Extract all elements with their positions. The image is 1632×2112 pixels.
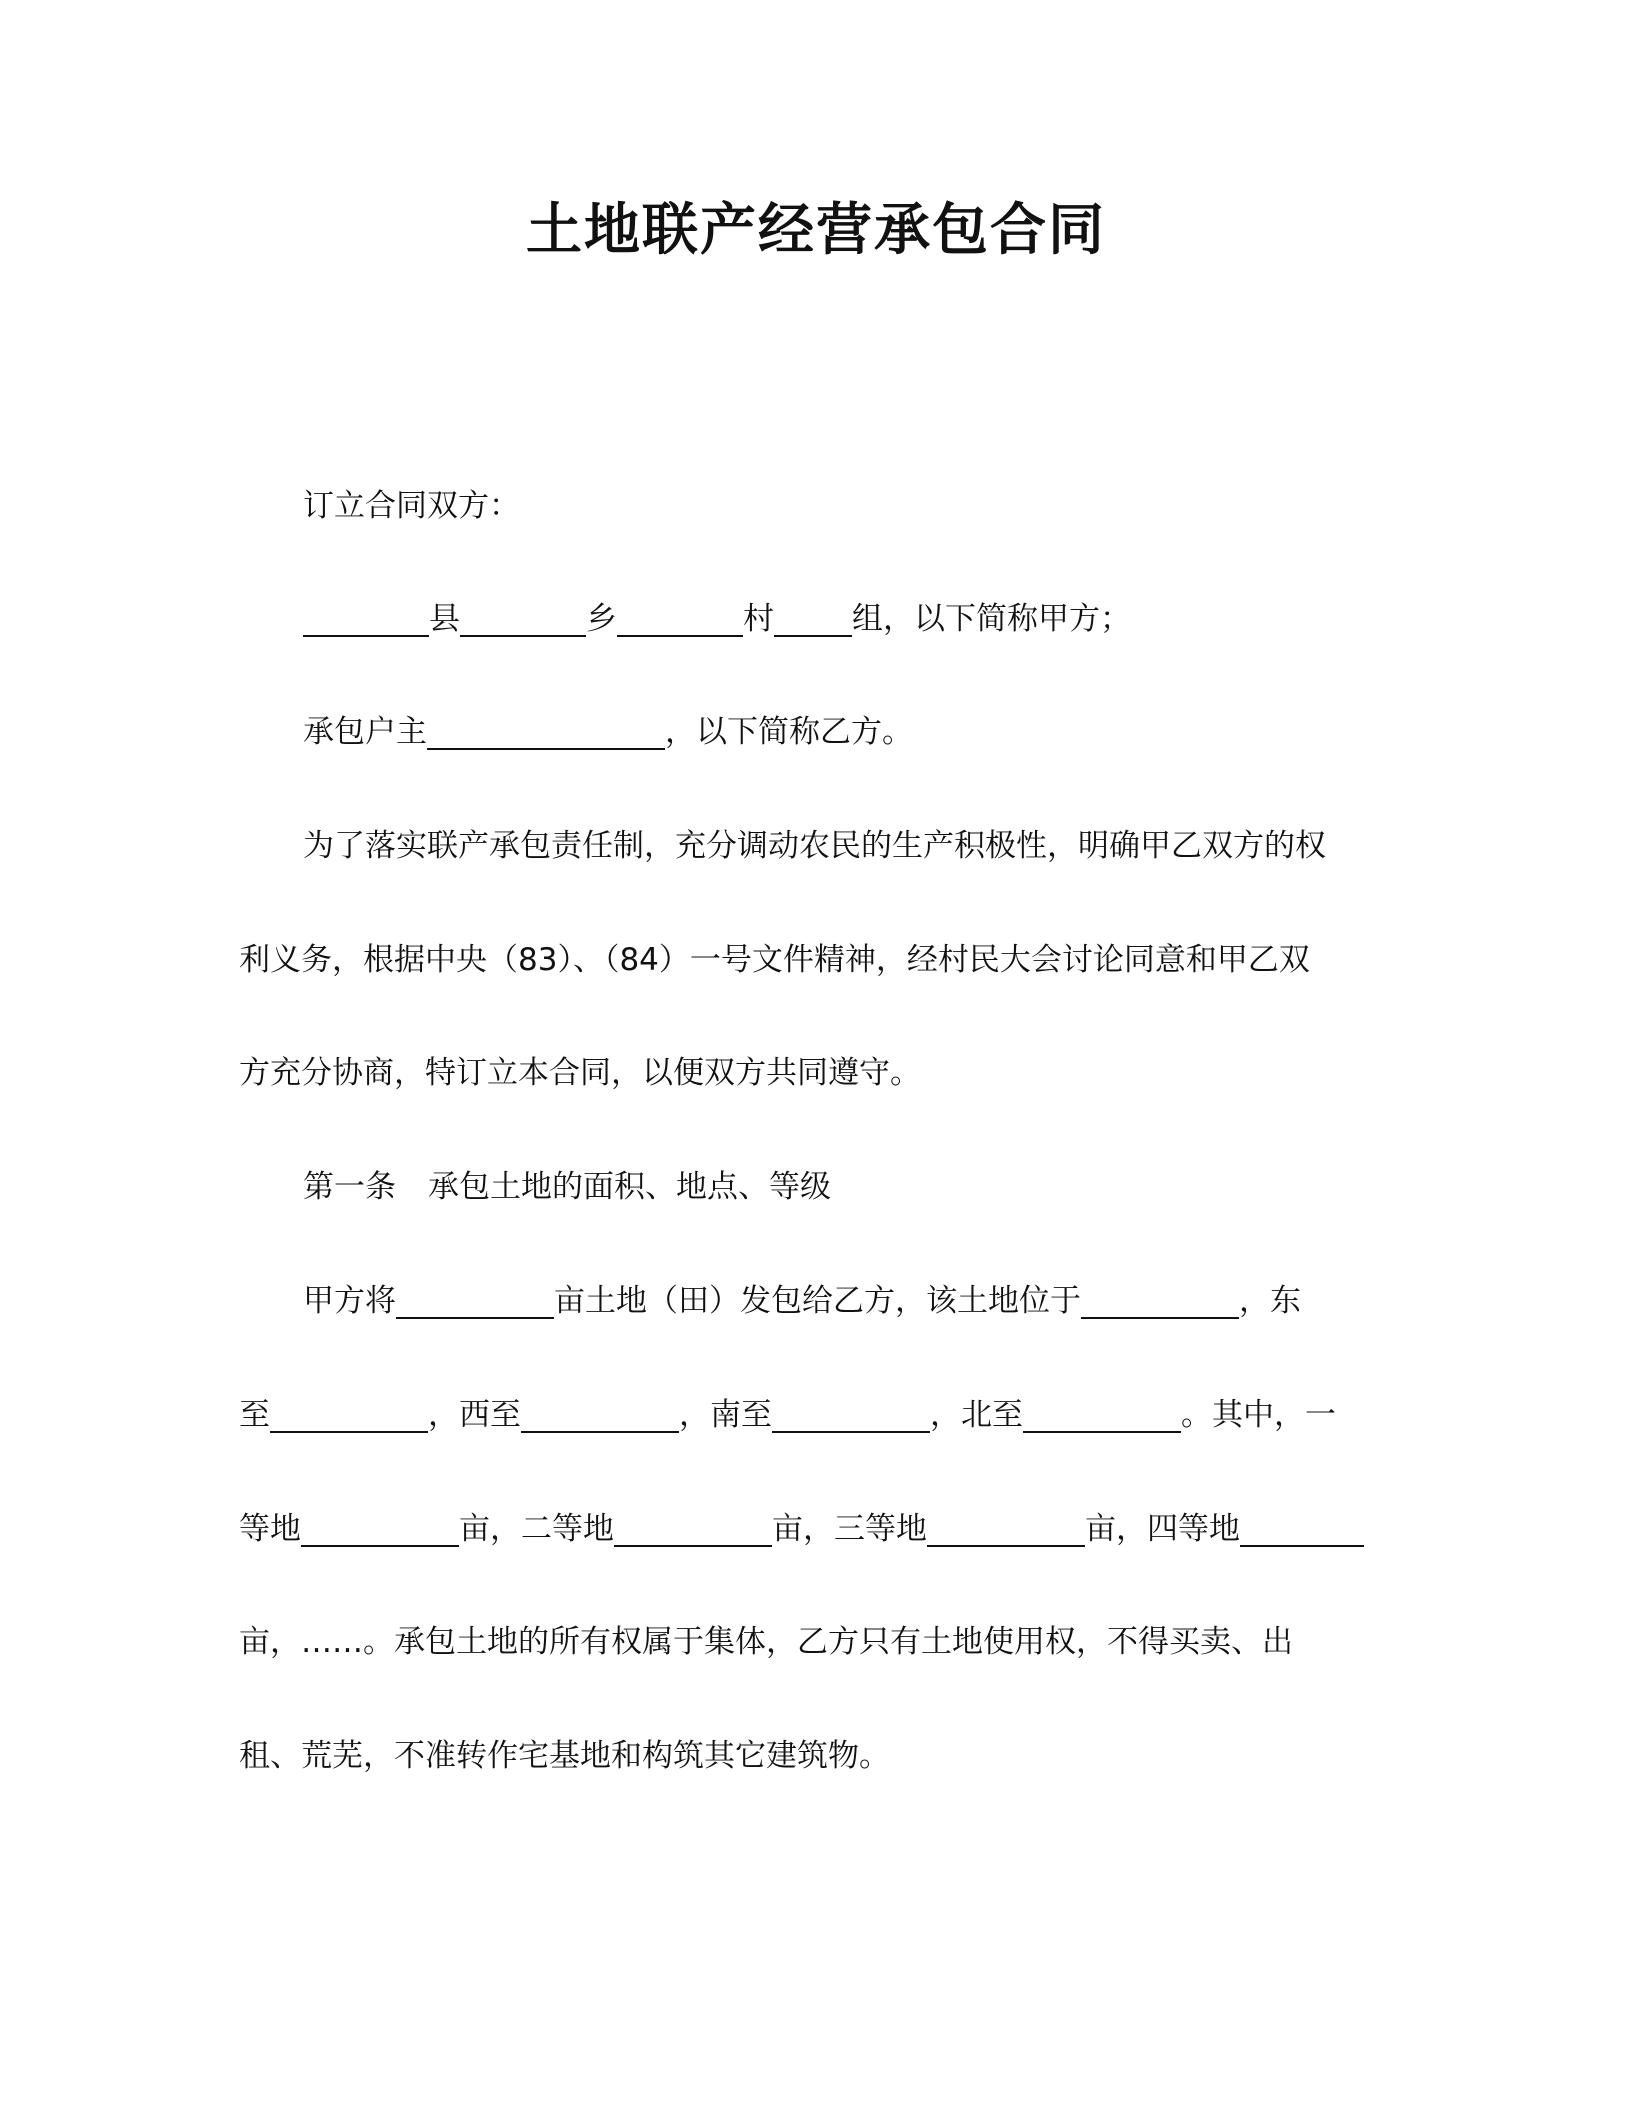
township-blank[interactable] xyxy=(460,599,586,637)
text-segment: ，南至 xyxy=(679,1397,772,1433)
county-label: 县 xyxy=(429,601,460,637)
text-segment: 至 xyxy=(239,1397,270,1433)
group-blank[interactable] xyxy=(774,599,852,637)
article1-para-line-4: 亩，……。承包土地的所有权属于集体，乙方只有土地使用权，不得买卖、出 xyxy=(239,1624,1293,1660)
article1-title: 承包土地的面积、地点、等级 xyxy=(428,1169,831,1205)
preamble-line-1: 为了落实联产承包责任制，充分调动农民的生产积极性，明确甲乙双方的权 xyxy=(303,828,1326,864)
text-segment: 甲方将 xyxy=(303,1283,396,1319)
article1-para-line-3 xyxy=(239,1507,1364,1551)
text-segment: 。其中，一 xyxy=(1181,1397,1336,1433)
text-segment: 亩，三等地 xyxy=(772,1511,927,1547)
grade4-area-blank[interactable] xyxy=(1240,1509,1364,1547)
parties-heading: 订立合同双方： xyxy=(303,488,520,524)
west-boundary-blank[interactable] xyxy=(521,1395,679,1433)
party-b-suffix: ，以下简称乙方。 xyxy=(665,714,913,750)
preamble-line-2: 利义务，根据中央（83）、（84）一号文件精神，经村民大会讨论同意和甲乙双 xyxy=(239,942,1310,978)
document-title: 土地联产经营承包合同 xyxy=(526,198,1106,263)
text-segment: ，北至 xyxy=(930,1397,1023,1433)
group-label: 组，以下简称甲方； xyxy=(852,601,1131,637)
area-blank[interactable] xyxy=(396,1281,554,1319)
text-segment: ，西至 xyxy=(428,1397,521,1433)
north-boundary-blank[interactable] xyxy=(1023,1395,1181,1433)
article1-number: 第一条 xyxy=(303,1169,396,1205)
county-blank[interactable] xyxy=(303,599,429,637)
article1-para-line-2 xyxy=(239,1393,1336,1437)
text-segment: 等地 xyxy=(239,1511,301,1547)
grade2-area-blank[interactable] xyxy=(614,1509,772,1547)
village-label: 村 xyxy=(743,601,774,637)
party-a-line xyxy=(303,597,1131,641)
location-blank[interactable] xyxy=(1081,1281,1239,1319)
household-head-blank[interactable] xyxy=(427,712,665,750)
text-segment: ，东 xyxy=(1239,1283,1301,1319)
party-b-line xyxy=(303,710,913,754)
village-blank[interactable] xyxy=(617,599,743,637)
text-segment: 亩土地（田）发包给乙方，该土地位于 xyxy=(554,1283,1081,1319)
text-segment: 亩，二等地 xyxy=(459,1511,614,1547)
township-label: 乡 xyxy=(586,601,617,637)
text-segment: 亩，四等地 xyxy=(1085,1511,1240,1547)
article1-para-line-1 xyxy=(303,1279,1301,1323)
article1-heading xyxy=(303,1165,831,1209)
preamble-line-3: 方充分协商，特订立本合同，以便双方共同遵守。 xyxy=(239,1055,921,1091)
article1-para-line-5: 租、荒芜，不准转作宅基地和构筑其它建筑物。 xyxy=(239,1738,890,1774)
party-b-prefix: 承包户主 xyxy=(303,714,427,750)
grade3-area-blank[interactable] xyxy=(927,1509,1085,1547)
grade1-area-blank[interactable] xyxy=(301,1509,459,1547)
south-boundary-blank[interactable] xyxy=(772,1395,930,1433)
east-boundary-blank[interactable] xyxy=(270,1395,428,1433)
